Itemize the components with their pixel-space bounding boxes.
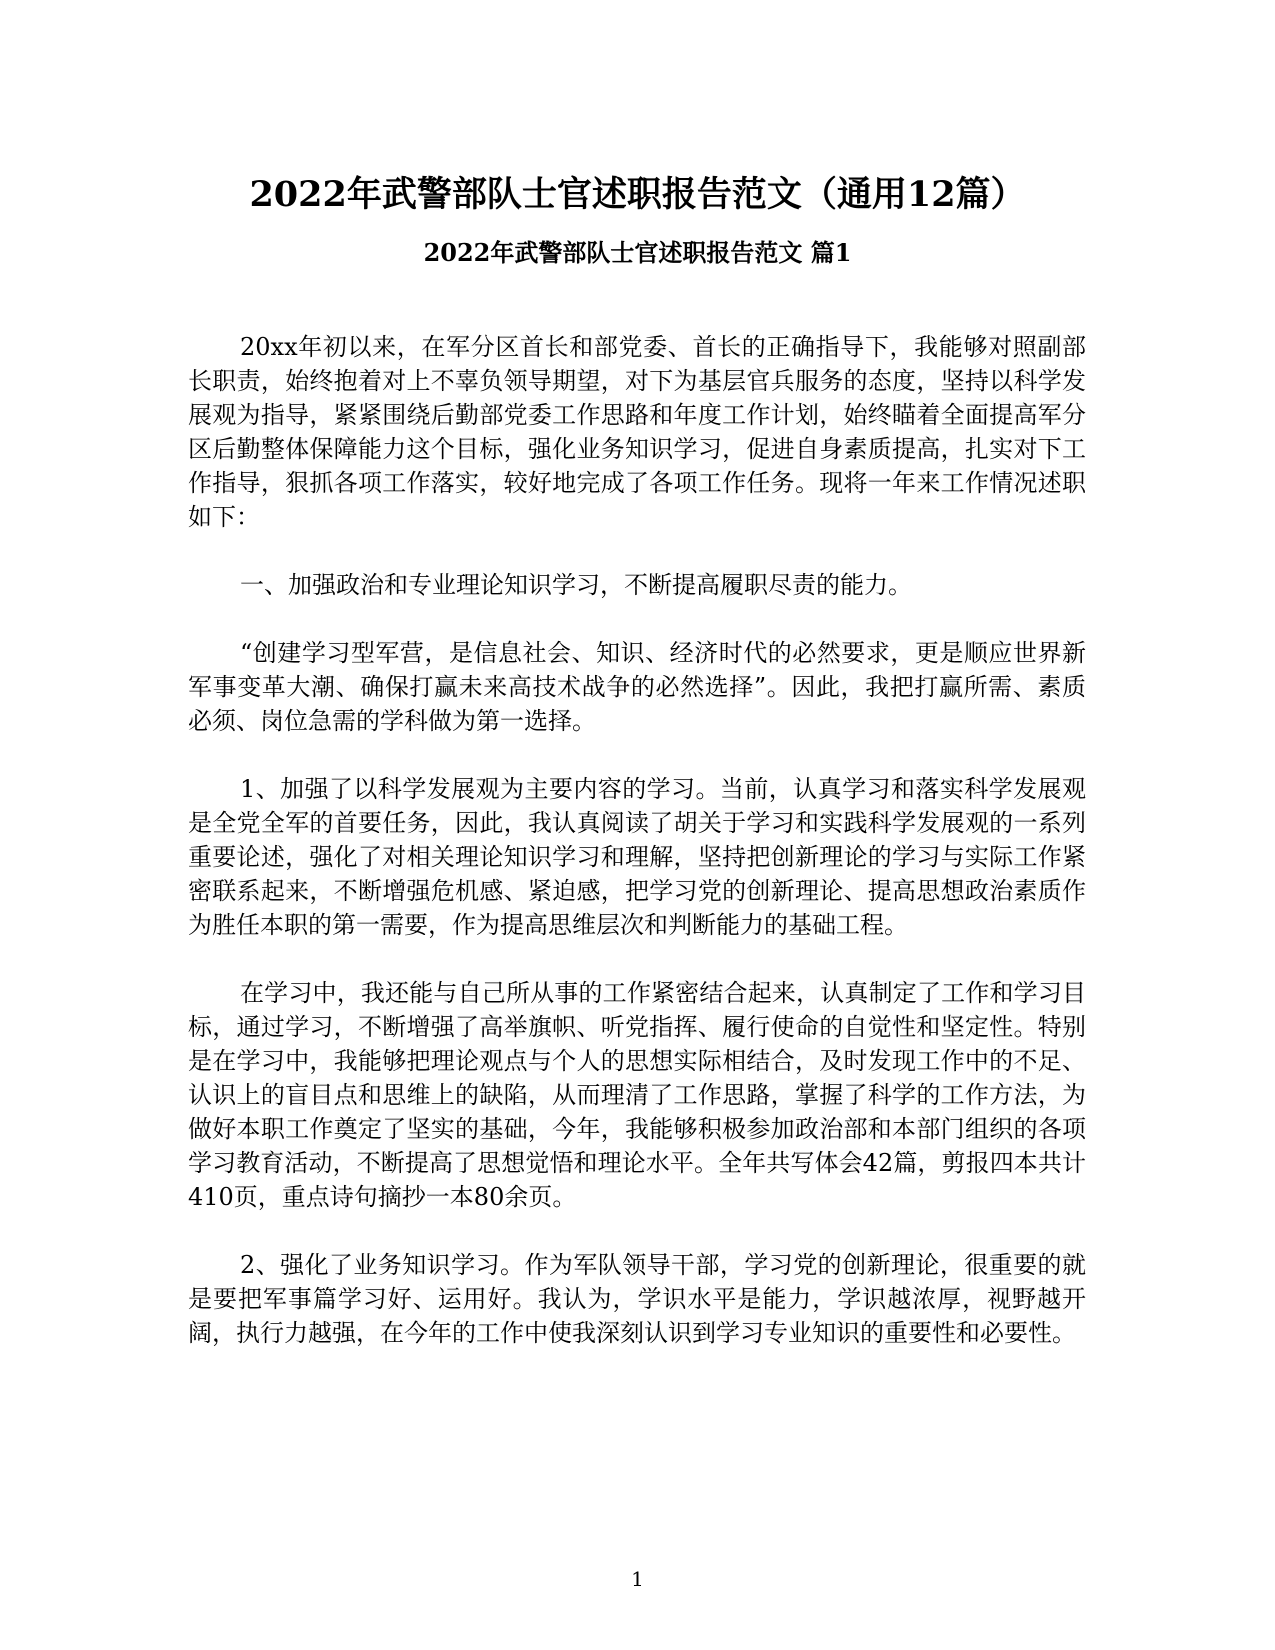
paragraph-item-2: 2、强化了业务知识学习。作为军队领导干部，学习党的创新理论，很重要的就是要把军事篇学习好、运用好。我认为，学识水平是能力，学识越浓厚，视野越开阔，执行力越强，在今年的工作中使我深刻认识到学习专业知识的重要性和必要性。 bbox=[188, 1251, 1086, 1347]
paragraph-quote: “创建学习型军营，是信息社会、知识、经济时代的必然要求，更是顺应世界新军事变革大潮、确保打赢未来高技术战争的必然选择”。因此，我把打赢所需、素质必须、岗位急需的学科做为第一选择。 bbox=[188, 639, 1086, 735]
page-number: 1 bbox=[631, 1567, 644, 1591]
paragraph-heading-1: 一、加强政治和专业理论知识学习，不断提高履职尽责的能力。 bbox=[240, 571, 912, 599]
paragraph-study: 在学习中，我还能与自己所从事的工作紧密结合起来，认真制定了工作和学习目标，通过学习，不断增强了高举旗帜、听党指挥、履行使命的自觉性和坚定性。特别是在学习中，我能够把理论观点与个人的思想实际相结合，及时发现工作中的不足、认识上的盲目点和思维上的缺陷，从而理清了工作思路，掌握了科学的工作方法，为做好本职工作奠定了坚实的基础，今年，我能够积极参加政治部和本部门组织的各项学习教育活动，不断提高了思想觉悟和理论水平。全年共写体会42篇，剪报四本共计410页，重点诗句摘抄一本80余页。 bbox=[188, 979, 1086, 1211]
paragraph-item-1: 1、加强了以科学发展观为主要内容的学习。当前，认真学习和落实科学发展观是全党全军的首要任务，因此，我认真阅读了胡关于学习和实践科学发展观的一系列重要论述，强化了对相关理论知识学习和理解，坚持把创新理论的学习与实际工作紧密联系起来，不断增强危机感、紧迫感，把学习党的创新理论、提高思想政治素质作为胜任本职的第一需要，作为提高思维层次和判断能力的基础工程。 bbox=[188, 775, 1086, 939]
document-body bbox=[188, 330, 1086, 1384]
paragraph-intro: 20xx年初以来，在军分区首长和部党委、首长的正确指导下，我能够对照副部长职责，始终抱着对上不辜负领导期望，对下为基层官兵服务的态度，坚持以科学发展观为指导，紧紧围绕后勤部党委工作思路和年度工作计划，始终瞄着全面提高军分区后勤整体保障能力这个目标，强化业务知识学习，促进自身素质提高，扎实对下工作指导，狠抓各项工作落实，较好地完成了各项工作任务。现将一年来工作情况述职如下： bbox=[188, 333, 1086, 531]
document-title: 2022年武警部队士官述职报告范文（通用12篇） bbox=[249, 174, 1026, 215]
section-title: 2022年武警部队士官述职报告范文 篇1 bbox=[423, 238, 852, 267]
